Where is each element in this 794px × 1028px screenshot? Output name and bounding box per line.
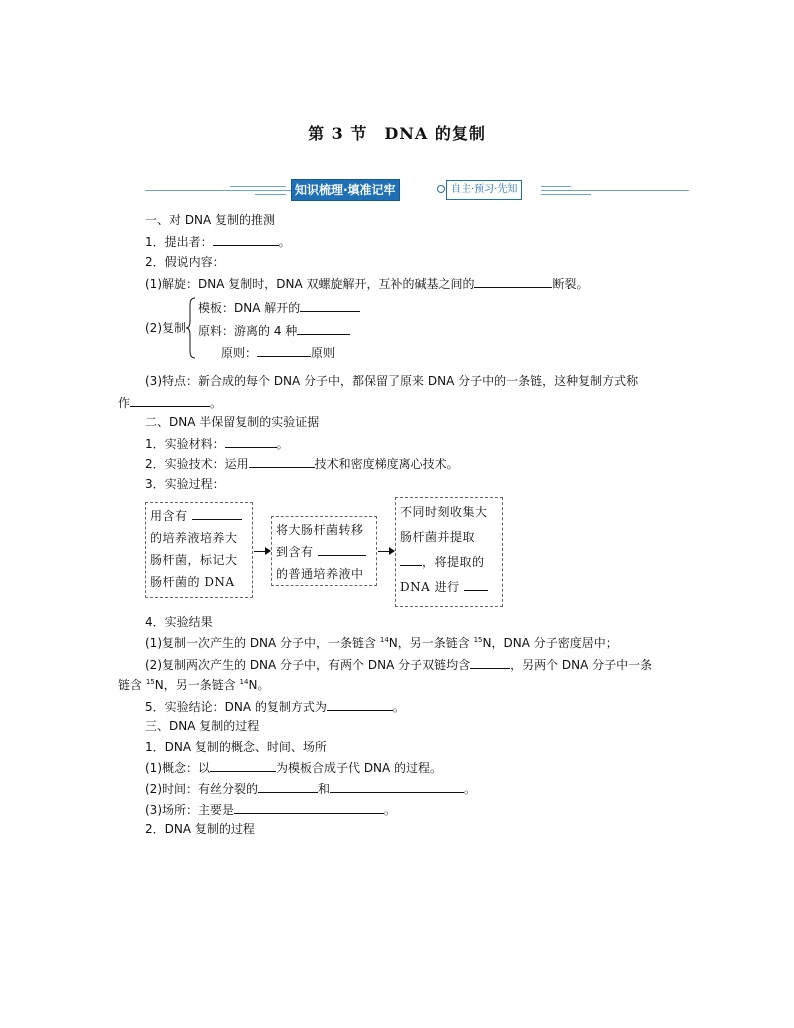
s3-q1: 1．DNA 复制的概念、时间、场所	[145, 740, 327, 754]
arrow-1	[254, 551, 265, 552]
box1-line4: 肠杆菌的 DNA	[150, 575, 235, 589]
box2-line2	[276, 541, 372, 563]
s1-branch-template	[198, 299, 360, 316]
page-title: 第 3 节 DNA 的复制	[308, 124, 486, 143]
s1-q1-text: 1．提出者：	[145, 235, 213, 249]
s1-q2-3: (3)特点：新合成的每个 DNA 分子中，都保留了原来 DNA 分子中的一条链，这种复制方式称	[145, 374, 639, 388]
r1-sup-15: 15	[473, 636, 483, 644]
s1-q2-2-label: (2)复制	[145, 321, 186, 335]
branch-material-text: 原料：游离的 4 种	[198, 324, 298, 338]
branch-template-text: 模板：DNA 解开的	[198, 301, 301, 315]
box2-line3: 的普通培养液中	[276, 567, 364, 581]
banner-deco-left	[230, 186, 286, 187]
box3-line3	[400, 550, 498, 575]
s2-q2	[145, 455, 459, 472]
blank[interactable]	[234, 801, 384, 814]
section-banner-main: 知识梳理·填准记牢	[291, 179, 400, 201]
curly-brace-icon	[186, 297, 196, 359]
blank[interactable]	[192, 508, 242, 520]
r2-sup-15: 15	[145, 678, 155, 686]
s3-c3-end: 。	[384, 803, 397, 817]
blank[interactable]	[300, 299, 360, 312]
box3-line2: 肠杆菌并提取	[400, 530, 476, 544]
box1-text-1: 用含有	[150, 509, 188, 523]
process-box-2	[271, 516, 377, 586]
s1-q2-1	[145, 275, 589, 292]
box1-line3: 肠杆菌，标记大	[150, 553, 238, 567]
box3-text-3: ，将提取的	[422, 555, 485, 569]
banner-deco-right	[541, 186, 571, 187]
branch-principle-end: 原则	[311, 346, 336, 360]
s3-c3	[145, 801, 396, 818]
s1-q2: 2．假说内容：	[145, 255, 225, 269]
r1-text-a: (1)复制一次产生的 DNA 分子中，一条链含	[145, 636, 380, 650]
s1-q1-end: 。	[278, 235, 291, 249]
s3-c1-end: 为模板合成子代 DNA 的过程。	[276, 761, 443, 775]
s2-q5	[145, 698, 405, 715]
box3-line1: 不同时刻收集大	[400, 505, 488, 519]
banner-deco-left-2	[255, 194, 286, 195]
section-2-heading: 二、DNA 半保留复制的实验证据	[145, 415, 320, 429]
r2-sup-14: 14	[239, 678, 249, 686]
r2-text-d: N，另一条链含	[154, 678, 240, 692]
blank[interactable]	[225, 435, 277, 448]
s1-q2-3-end: 。	[210, 396, 223, 410]
banner-line-left	[145, 190, 291, 191]
blank[interactable]	[258, 780, 318, 793]
banner-line-right	[541, 190, 689, 191]
box1-line1	[150, 505, 248, 527]
s2-result-1	[145, 635, 618, 651]
s1-q2-3-cont-text: 作	[118, 396, 131, 410]
blank[interactable]	[327, 698, 393, 711]
box3-line4	[400, 575, 498, 600]
r1-text-c: N，DNA 分子密度居中；	[482, 636, 618, 650]
blank[interactable]	[210, 759, 276, 772]
s3-c2-end: 。	[464, 782, 477, 796]
blank[interactable]	[318, 544, 366, 556]
s1-q2-1-text: (1)解旋：DNA 复制时，DNA 双螺旋解开，互补的碱基之间的	[145, 277, 475, 291]
s2-q1	[145, 435, 289, 452]
s3-c2-text: (2)时间：有丝分裂的	[145, 782, 258, 796]
s2-q5-end: 。	[392, 700, 405, 714]
s2-q1-end: 。	[276, 437, 289, 451]
s3-c1-text: (1)概念：以	[145, 761, 210, 775]
s2-q1-text: 1．实验材料：	[145, 437, 225, 451]
r2-text-e: N。	[248, 678, 270, 692]
section-3-heading: 三、DNA 复制的过程	[145, 719, 260, 733]
blank[interactable]	[257, 344, 311, 357]
s2-q4: 4．实验结果	[145, 615, 213, 629]
box2-text-2: 到含有	[276, 545, 314, 559]
blank[interactable]	[474, 275, 552, 288]
s1-branch-principle	[221, 344, 335, 361]
blank[interactable]	[130, 394, 210, 407]
s2-result-2-cont	[118, 677, 269, 693]
s3-c2	[145, 780, 476, 797]
branch-principle-text: 原则：	[221, 346, 258, 360]
blank[interactable]	[400, 554, 422, 566]
process-box-3	[395, 497, 503, 607]
section-banner-sub: 自主·预习·先知	[446, 180, 522, 200]
section-1-heading: 一、对 DNA 复制的推测	[145, 213, 276, 227]
box2-line1: 将大肠杆菌转移	[276, 523, 364, 537]
s1-q2-1-end: 断裂。	[552, 277, 589, 291]
s2-q5-text: 5．实验结论：DNA 的复制方式为	[145, 700, 327, 714]
box1-line2: 的培养液培养大	[150, 531, 238, 545]
s2-q2-end: 技术和密度梯度离心技术。	[314, 457, 459, 471]
r1-text-b: N，另一条链含	[388, 636, 474, 650]
r2-text-b: ，另两个 DNA 分子中一条	[510, 658, 653, 672]
s2-q3: 3．实验过程：	[145, 477, 225, 491]
s3-c1	[145, 759, 442, 776]
r2-text-c: 链含	[118, 678, 146, 692]
process-box-1	[145, 502, 253, 598]
s3-q2: 2．DNA 复制的过程	[145, 822, 255, 836]
s1-branch-material	[198, 322, 350, 339]
r1-sup-14: 14	[379, 636, 389, 644]
blank[interactable]	[464, 579, 488, 591]
s1-q2-3-cont	[118, 394, 222, 411]
s2-result-2	[145, 656, 652, 673]
blank[interactable]	[297, 322, 350, 335]
r2-text-a: (2)复制两次产生的 DNA 分子中，有两个 DNA 分子双链均含	[145, 658, 471, 672]
s3-c2-and: 和	[318, 782, 331, 796]
banner-deco-right-2	[541, 194, 591, 195]
banner-dot-icon	[437, 185, 445, 193]
box3-text-4: DNA 进行	[400, 580, 460, 594]
s1-q1	[145, 233, 291, 250]
blank[interactable]	[249, 455, 315, 468]
s2-q2-text: 2．实验技术：运用	[145, 457, 249, 471]
blank[interactable]	[213, 233, 279, 246]
blank[interactable]	[330, 780, 464, 793]
blank[interactable]	[470, 656, 510, 669]
s3-c3-text: (3)场所：主要是	[145, 803, 234, 817]
arrow-2	[378, 551, 389, 552]
